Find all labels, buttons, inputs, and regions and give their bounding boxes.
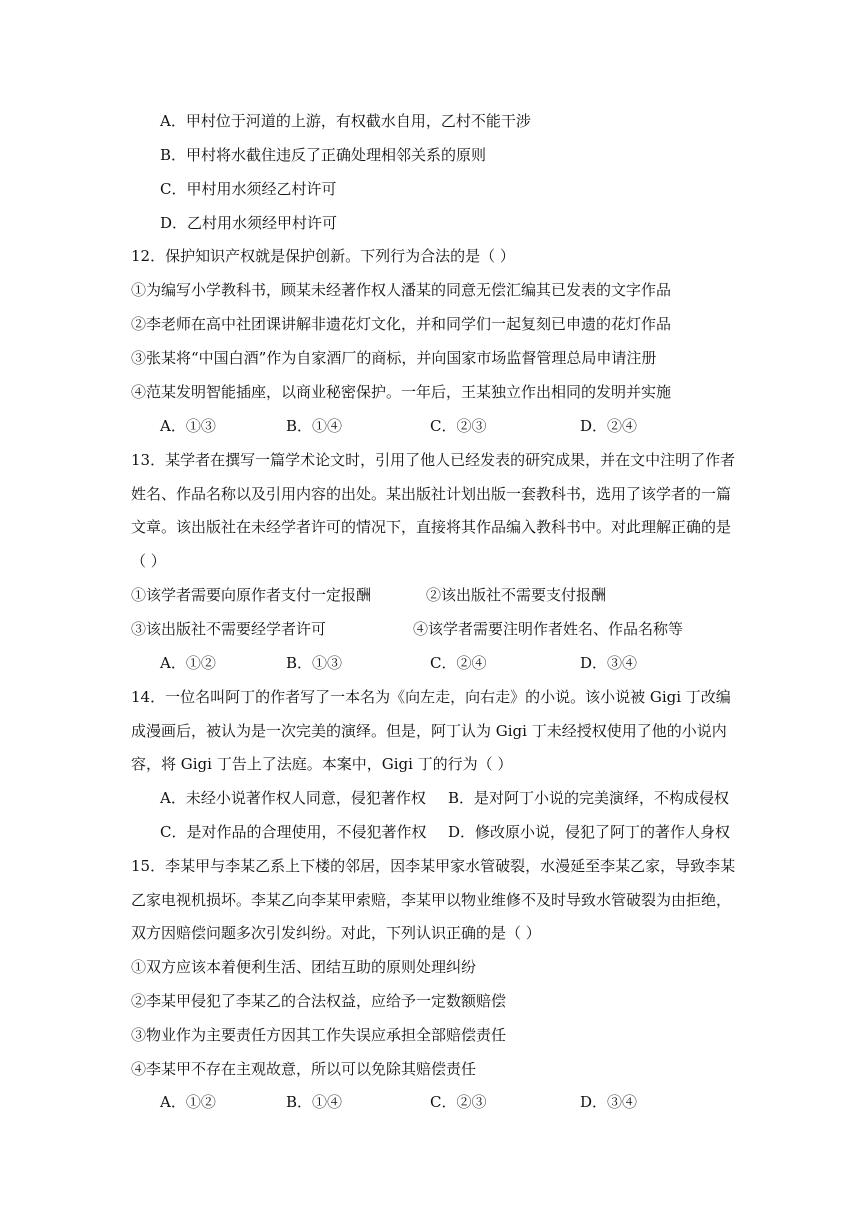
q12-option-d: D．②④ — [580, 417, 638, 435]
q11-option-a: A．甲村位于河道的上游，有权截水自用，乙村不能干涉 — [160, 112, 531, 130]
q13-options — [160, 653, 660, 673]
q13-statement-4: ④该学者需要注明作者姓名、作品名称等 — [413, 620, 684, 638]
q13-stem-line-4: （ ） — [131, 552, 166, 570]
q15-statement-3: ③物业作为主要责任方因其工作失误应承担全部赔偿责任 — [131, 1026, 507, 1044]
q13-statement-2: ②该出版社不需要支付报酬 — [426, 586, 607, 604]
q15-stem-line-2: 乙家电视机损坏。李某乙向李某甲索赔，李某甲以物业维修不及时导致水管破裂为由拒绝， — [131, 891, 732, 909]
q13-stem-line-3: 文章。该出版社在未经学者许可的情况下，直接将其作品编入教科书中。对此理解正确的是 — [131, 518, 732, 536]
q13-statement-1: ①该学者需要向原作者支付一定报酬 — [131, 586, 372, 604]
q13-option-d: D．③④ — [580, 654, 638, 672]
q12-stem: 12．保护知识产权就是保护创新。下列行为合法的是（ ） — [131, 247, 515, 265]
q13-option-b: B．①③ — [286, 654, 343, 672]
q13-option-a: A．①② — [160, 654, 216, 672]
q14-option-a: A．未经小说著作权人同意，侵犯著作权 — [160, 789, 426, 807]
q15-stem-line-1: 15．李某甲与李某乙系上下楼的邻居，因李某甲家水管破裂，水漫延至李某乙家，导致李某 — [131, 857, 736, 875]
q15-option-b: B．①④ — [286, 1093, 343, 1111]
q14-option-b: B．是对阿丁小说的完美演绎，不构成侵权 — [448, 789, 730, 807]
q13-option-c: C．②④ — [430, 654, 487, 672]
q14-options-row-1 — [160, 788, 740, 808]
q15-option-c: C．②③ — [430, 1093, 487, 1111]
q15-options — [160, 1092, 660, 1112]
q15-option-a: A．①② — [160, 1093, 216, 1111]
q11-option-b: B．甲村将水截住违反了正确处理相邻关系的原则 — [160, 146, 487, 164]
q14-stem-line-1: 14．一位名叫阿丁的作者写了一本名为《向左走，向右走》的小说。该小说被 Gigi 丁改编 — [131, 688, 731, 706]
q15-stem-line-3: 双方因赔偿问题多次引发纠纷。对此，下列认识正确的是（ ） — [131, 924, 541, 942]
q13-statement-3: ③该出版社不需要经学者许可 — [131, 620, 327, 638]
q15-statement-1: ①双方应该本着便利生活、团结互助的原则处理纠纷 — [131, 958, 477, 976]
q15-statement-2: ②李某甲侵犯了李某乙的合法权益，应给予一定数额赔偿 — [131, 992, 507, 1010]
q12-option-b: B．①④ — [286, 417, 343, 435]
q14-option-d: D．修改原小说，侵犯了阿丁的著作人身权 — [448, 823, 731, 841]
q11-option-d: D．乙村用水须经甲村许可 — [160, 214, 338, 232]
q14-stem-line-3: 容，将 Gigi 丁告上了法庭。本案中，Gigi 丁的行为（ ） — [131, 755, 513, 773]
q14-option-c: C．是对作品的合理使用，不侵犯著作权 — [160, 823, 427, 841]
q13-statements-row-1 — [131, 585, 731, 605]
q12-statement-4: ④范某发明智能插座，以商业秘密保护。一年后，王某独立作出相同的发明并实施 — [131, 383, 672, 401]
q12-statement-2: ②李老师在高中社团课讲解非遗花灯文化，并和同学们一起复刻已申遗的花灯作品 — [131, 315, 672, 333]
q15-option-d: D．③④ — [580, 1093, 638, 1111]
q12-statement-3: ③张某将“中国白酒”作为自家酒厂的商标，并向国家市场监督管理总局申请注册 — [131, 349, 657, 367]
q12-statement-1: ①为编写小学教科书，顾某未经著作权人潘某的同意无偿汇编其已发表的文字作品 — [131, 281, 672, 299]
q12-option-a: A．①③ — [160, 417, 216, 435]
q13-statements-row-2 — [131, 619, 731, 639]
q15-statement-4: ④李某甲不存在主观故意，所以可以免除其赔偿责任 — [131, 1060, 477, 1078]
q13-stem-line-1: 13．某学者在撰写一篇学术论文时，引用了他人已经发表的研究成果，并在文中注明了作者 — [131, 451, 736, 469]
q12-option-c: C．②③ — [430, 417, 487, 435]
q11-option-c: C．甲村用水须经乙村许可 — [160, 180, 337, 198]
q13-stem-line-2: 姓名、作品名称以及引用内容的出处。某出版社计划出版一套教科书，选用了该学者的一篇 — [131, 485, 732, 503]
q12-options — [160, 416, 660, 436]
q14-options-row-2 — [160, 822, 740, 842]
q14-stem-line-2: 成漫画后，被认为是一次完美的演绎。但是，阿丁认为 Gigi 丁未经授权使用了他的小说内 — [131, 722, 727, 740]
